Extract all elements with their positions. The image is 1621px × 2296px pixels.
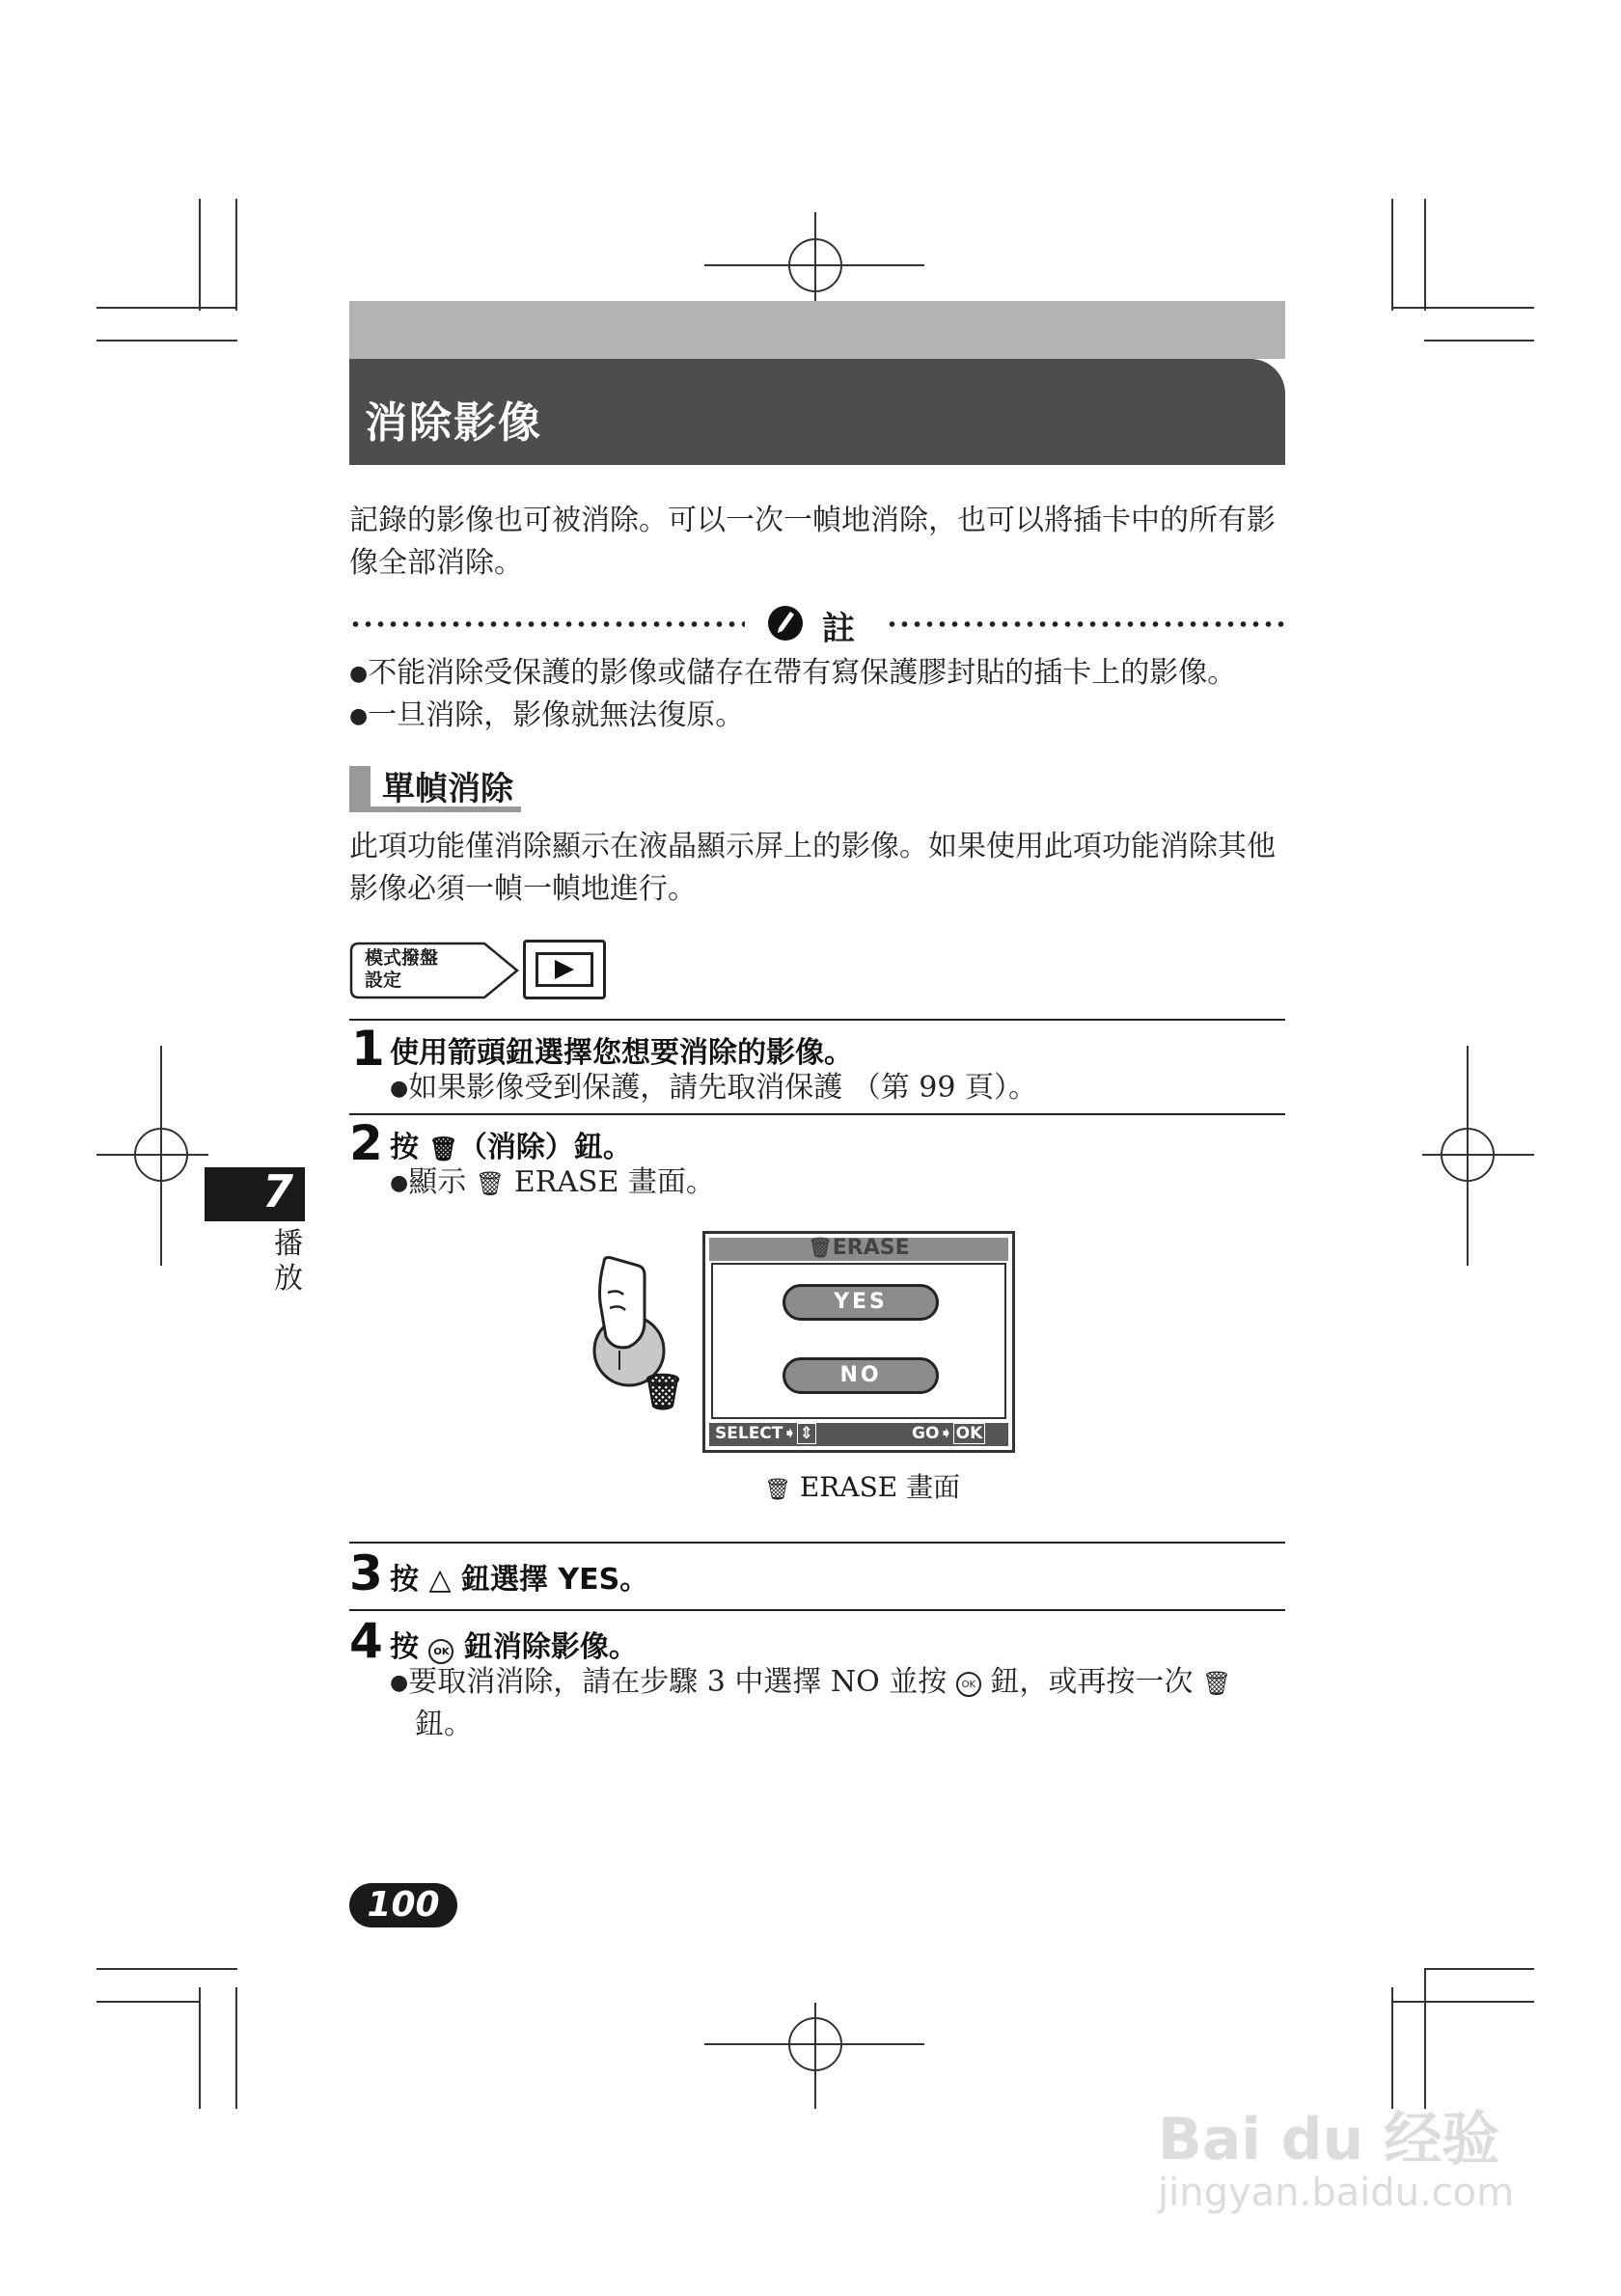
ok-button-icon: OK (428, 1639, 453, 1664)
dotted-rule-left (349, 621, 745, 627)
trash-icon: 🗑 (475, 1170, 506, 1197)
step-number: 3 (349, 1545, 383, 1601)
up-down-icon: ⇕ (797, 1423, 816, 1444)
mode-dial-text-1: 模式撥盤 (365, 947, 439, 969)
select-label: SELECT (715, 1424, 783, 1443)
trash-icon: 🗑 (641, 1373, 685, 1412)
step-sub (390, 1661, 1285, 1705)
step-sub (390, 1067, 1037, 1110)
step-text: 使用箭頭鈕選擇您想要消除的影像。 (390, 1036, 853, 1070)
page-number: 100 (349, 1883, 457, 1927)
step-sub-text: 鈕，或再按一次 (990, 1665, 1194, 1699)
step-text-part: 鈕消除影像。 (463, 1630, 638, 1664)
step-text-part: （消除）鈕。 (457, 1131, 632, 1164)
step-sub-text: ERASE 畫面。 (513, 1165, 715, 1199)
chapter-number: 7 (262, 1165, 294, 1217)
page-title: 消除影像 (365, 398, 542, 448)
section-marker (349, 766, 371, 810)
ok-label: OK (953, 1423, 986, 1444)
playback-mode-icon (523, 940, 606, 999)
note-icon (766, 604, 805, 642)
erase-screen-caption (764, 1466, 960, 1505)
chapter-label-2: 放 (274, 1262, 303, 1296)
step-sub-text: 如果影像受到保護，請先取消保護 （第 99 頁）。 (408, 1071, 1037, 1105)
step-number: 2 (349, 1115, 383, 1171)
step-sub-text: 顯示 (408, 1165, 467, 1199)
step-divider (349, 1609, 1285, 1611)
trash-icon: 🗑 (428, 1135, 458, 1162)
note-bar (349, 600, 1285, 648)
erase-title-text: ERASE (832, 1236, 910, 1260)
section-title: 單幀消除 (382, 770, 513, 808)
step-divider (349, 1019, 1285, 1021)
ok-button-icon: OK (956, 1672, 981, 1697)
mode-dial-text-2: 設定 (365, 970, 402, 991)
step-sub (390, 1162, 715, 1205)
step-divider (349, 1542, 1285, 1544)
mode-dial-label (349, 942, 521, 999)
bullet-dot: ● (390, 1671, 409, 1695)
no-option[interactable]: NO (783, 1357, 939, 1394)
arrow-right-icon: ➧ (939, 1424, 953, 1443)
yes-option[interactable]: YES (783, 1284, 939, 1321)
go-label: GO (912, 1424, 940, 1443)
bullet-dot: ● (349, 704, 369, 728)
step-text (390, 1623, 638, 1665)
step-text-part: 按 (390, 1131, 419, 1164)
trash-icon: 🗑 (764, 1478, 791, 1502)
step-divider (349, 1113, 1285, 1115)
bullet-dot: ● (349, 662, 369, 686)
step-text-part: 按 (390, 1630, 419, 1664)
play-triangle-icon (551, 958, 578, 981)
bullet-dot: ● (390, 1171, 409, 1195)
go-hint (912, 1424, 985, 1443)
dotted-rule-right (886, 621, 1285, 627)
note-item-text: 不能消除受保護的影像或儲存在帶有寫保護膠封貼的插卡上的影像。 (368, 656, 1237, 690)
chapter-label-1: 播 (274, 1227, 303, 1261)
step-sub-text: 要取消消除，請在步驟 3 中選擇 NO 並按 (408, 1665, 948, 1699)
erase-screen-title (705, 1236, 1012, 1260)
caption-text: ERASE 畫面 (799, 1471, 961, 1503)
note-item (349, 652, 1236, 696)
section-desc: 此項功能僅消除顯示在液晶顯示屏上的影像。如果使用此項功能消除其他影像必須一幀一幀地進行。 (349, 830, 1276, 906)
step-text: 按 △ 鈕選擇 YES。 (390, 1563, 649, 1597)
header-band-light (349, 301, 1285, 359)
watermark-brand: Bai du 经验 (1158, 2106, 1500, 2173)
arrow-right-icon: ➧ (783, 1424, 797, 1443)
trash-icon: 🗑 (808, 1236, 833, 1259)
step-text (390, 1123, 632, 1165)
trash-icon: 🗑 (1201, 1670, 1232, 1697)
bullet-dot: ● (390, 1077, 409, 1101)
step-sub-text: 鈕。 (415, 1708, 473, 1741)
note-label: 註 (822, 610, 855, 648)
step-number: 4 (349, 1613, 383, 1669)
note-item-text: 一旦消除，影像就無法復原。 (368, 698, 745, 732)
select-hint (715, 1424, 816, 1443)
intro-text: 記錄的影像也可被消除。可以一次一幀地消除，也可以將插卡中的所有影像全部消除。 (349, 504, 1276, 580)
watermark-url: jingyan.baidu.com (1158, 2171, 1515, 2215)
step-number: 1 (351, 1021, 385, 1077)
erase-screen (702, 1231, 1015, 1453)
note-item (349, 695, 744, 738)
